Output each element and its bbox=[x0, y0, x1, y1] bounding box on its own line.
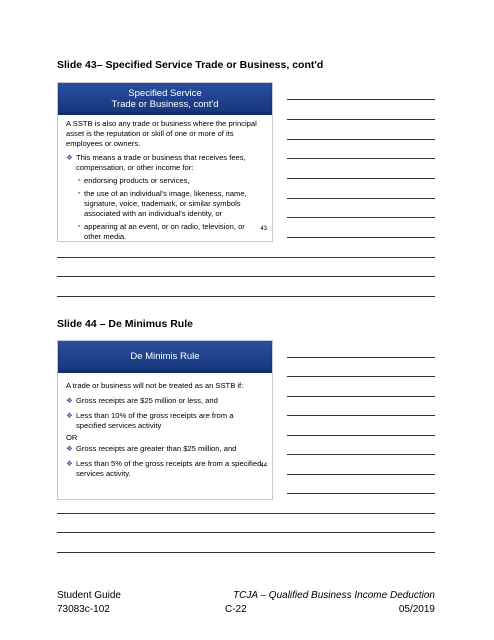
note-line bbox=[287, 158, 435, 159]
slide-44-title-bar bbox=[58, 341, 272, 373]
footer-left-line-1: Student Guide bbox=[57, 590, 121, 601]
note-line bbox=[287, 415, 435, 416]
slide-44-or-label: OR bbox=[66, 433, 78, 443]
slide-43-title-line-1: Specified Service bbox=[128, 87, 202, 99]
slide-43-title-line-2: Trade or Business, cont'd bbox=[111, 99, 219, 110]
diamond-bullet-icon: ❖ bbox=[66, 411, 73, 421]
square-bullet-icon: ▪ bbox=[78, 223, 81, 231]
note-line bbox=[287, 435, 435, 436]
note-line bbox=[287, 198, 435, 199]
note-line bbox=[287, 376, 435, 377]
slide-44-page-number: 44 bbox=[260, 463, 267, 470]
slide-43-page-number: 43 bbox=[260, 226, 267, 233]
slide-43-sub-item bbox=[78, 176, 264, 186]
footer-right-line-1: TCJA – Qualified Business Income Deduction bbox=[233, 590, 435, 601]
slide-43-sub-item-text: the use of an individual's image, likeness, name, signature, voice, trademark, or similar symbols associated with an individual's identity, or bbox=[84, 189, 247, 219]
slide-44-bullet-text: Gross receipts are $25 million or less, and bbox=[76, 396, 218, 406]
square-bullet-icon: ▪ bbox=[78, 190, 81, 198]
slide-44-heading: Slide 44 – De Minimus Rule bbox=[57, 318, 193, 330]
note-line bbox=[287, 217, 435, 218]
note-line bbox=[287, 178, 435, 179]
note-line bbox=[287, 237, 435, 238]
slide-43-bullet-text: This means a trade or business that receives fees, compensation, or other income for: bbox=[76, 153, 246, 173]
footer-date: 05/2019 bbox=[398, 604, 435, 615]
slide-43-sub-item-text: appearing at an event, or on radio, television, or other media. bbox=[84, 222, 245, 242]
note-line bbox=[287, 454, 435, 455]
note-line bbox=[287, 139, 435, 140]
note-line bbox=[287, 396, 435, 397]
diamond-bullet-icon: ❖ bbox=[66, 153, 73, 163]
diamond-bullet-icon: ❖ bbox=[66, 459, 73, 469]
slide-44-bullet bbox=[66, 396, 264, 406]
slide-44-bullet-text: Less than 10% of the gross receipts are from a specified services activity bbox=[76, 411, 234, 431]
diamond-bullet-icon: ❖ bbox=[66, 396, 73, 406]
diamond-bullet-icon: ❖ bbox=[66, 444, 73, 454]
footer-left-line-2: 73083c-102 bbox=[57, 604, 110, 615]
note-line bbox=[287, 99, 435, 100]
slide-43-intro: A SSTB is also any trade or business where the principal asset is the reputation or skill of one or more of its employees or owners. bbox=[66, 119, 257, 149]
note-line bbox=[287, 357, 435, 358]
note-line bbox=[57, 257, 435, 258]
slide-44-intro: A trade or business will not be treated as an SSTB if: bbox=[66, 381, 244, 390]
slide-44-bullet bbox=[66, 411, 264, 431]
footer-page-number: C-22 bbox=[225, 604, 247, 615]
slide-43-bullet bbox=[66, 153, 264, 173]
note-line bbox=[287, 119, 435, 120]
slide-44-title: De Minimis Rule bbox=[130, 351, 200, 363]
slide-44-bullet bbox=[66, 459, 264, 479]
slide-43-body bbox=[58, 115, 272, 242]
slide-43-thumbnail bbox=[57, 82, 273, 242]
slide-43-heading: Slide 43– Specified Service Trade or Business, cont'd bbox=[57, 59, 324, 71]
note-line bbox=[57, 296, 435, 297]
slide-44-bullet-text: Less than 5% of the gross receipts are from a specified services activity. bbox=[76, 459, 262, 479]
note-line bbox=[287, 493, 435, 494]
slide-44-thumbnail bbox=[57, 340, 273, 500]
slide-43-sub-item bbox=[78, 222, 264, 242]
slide-43-sub-item bbox=[78, 189, 264, 219]
note-line bbox=[57, 513, 435, 514]
square-bullet-icon: ▪ bbox=[78, 177, 81, 185]
slide-44-bullet bbox=[66, 444, 264, 454]
note-line bbox=[57, 532, 435, 533]
slide-44-bullet-text: Gross receipts are greater than $25 million, and bbox=[76, 444, 237, 454]
note-line bbox=[57, 276, 435, 277]
slide-44-body bbox=[58, 373, 272, 479]
note-line bbox=[287, 474, 435, 475]
note-line bbox=[57, 552, 435, 553]
slide-43-title-bar bbox=[58, 83, 272, 115]
slide-43-sub-item-text: endorsing products or services, bbox=[84, 176, 190, 186]
